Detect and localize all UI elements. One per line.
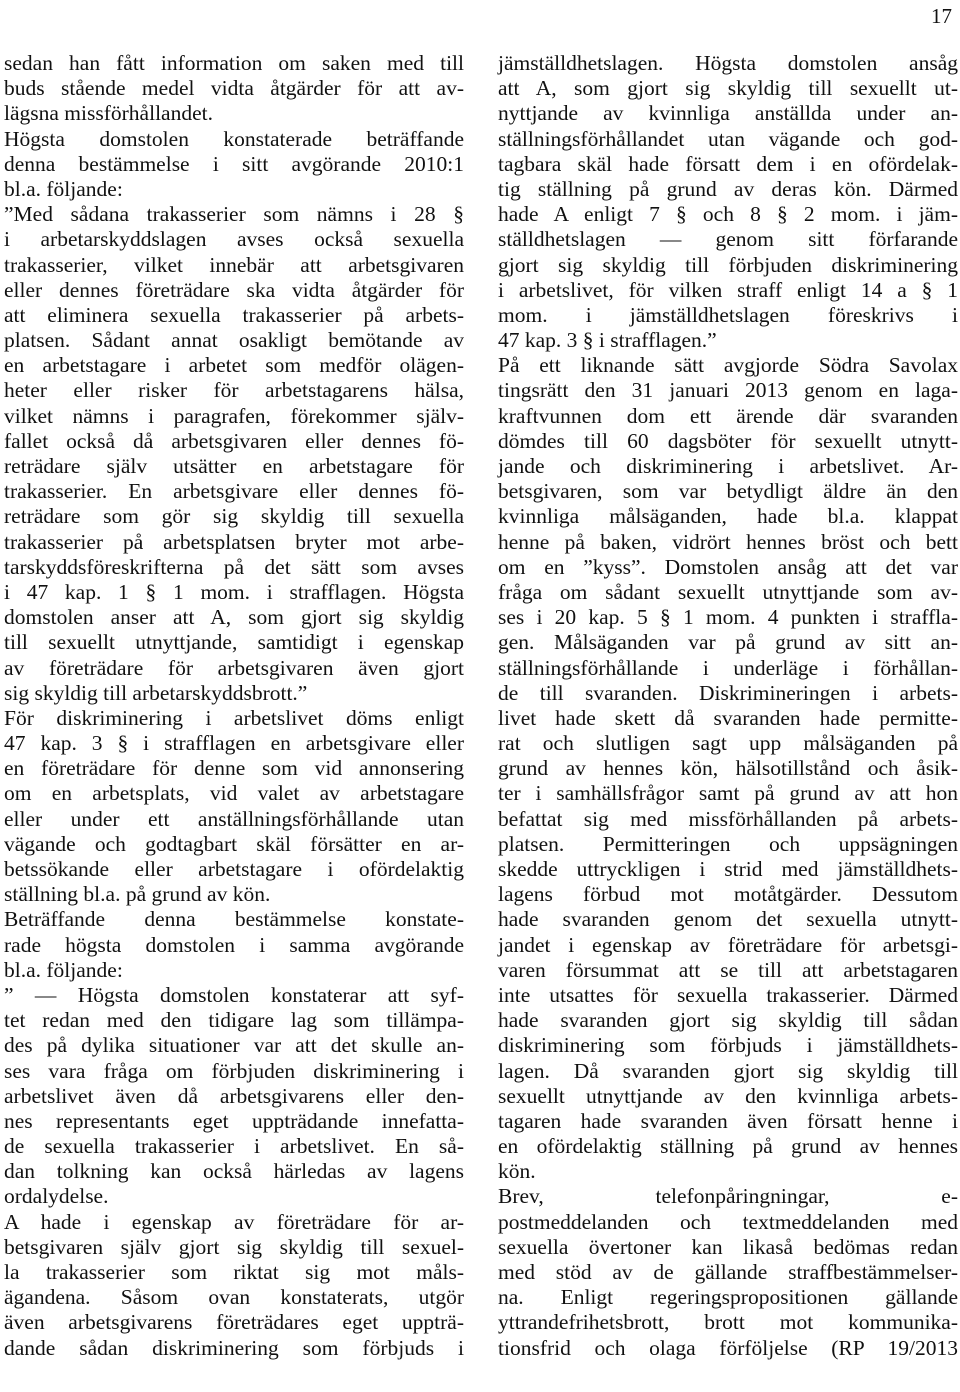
- text-line: ställningsförhållandet utan vägande och god-: [498, 126, 958, 151]
- text-line: 47 kap. 3 § i strafflagen en arbetsgivare eller: [4, 731, 464, 756]
- text-line: ses vara fråga om förbjuden diskriminering i: [4, 1058, 464, 1083]
- text-line: ordalydelse.: [4, 1184, 109, 1209]
- text-line: ställning bl.a. på grund av kön.: [4, 882, 271, 907]
- text-line: heter eller risker för arbetstagarens hälsa,: [4, 378, 464, 403]
- text-line: även arbetsgivarens företrädares eget uppträ-: [4, 1310, 464, 1335]
- text-line: reträdare som gör sig skyldig till sexuella: [4, 504, 464, 529]
- text-line: jämställdhetslagen. Högsta domstolen ansåg: [498, 51, 958, 75]
- text-line: nyttjande av kvinnliga anställda under an-: [498, 101, 958, 126]
- text-line: tarskyddsföreskrifterna på det sätt som avses: [4, 554, 464, 579]
- text-line: hade svaranden genom det sexuella utnytt-: [498, 907, 958, 932]
- text-line: en ofördelaktig ställning på grund av hennes: [498, 1134, 958, 1159]
- text-line: i arbetarskyddslagen avses också sexuella: [4, 227, 464, 252]
- text-line: des på dylika situationer var att det skulle an-: [4, 1033, 464, 1058]
- text-line: de till svaranden. Diskrimineringen i arbets-: [498, 680, 958, 705]
- text-line: fallet också då arbetsgivaren eller dennes fö-: [4, 428, 464, 453]
- text-line: trakasserier. En arbetsgivare eller dennes fö-: [4, 479, 464, 504]
- text-line: tionsfrid och olaga förföljelse (RP 19/2013: [498, 1335, 958, 1360]
- text-line: varen försummat att se till att arbetstagaren: [498, 957, 958, 982]
- text-line: diskriminering som förbjuds i jämställdhets-: [498, 1033, 958, 1058]
- text-line: lagens förbud mot motåtgärder. Dessutom: [498, 882, 958, 907]
- text-line: hade A enligt 7 § och 8 § 2 mom. i jäm-: [498, 202, 958, 227]
- text-line: domstolen anser att A, som gjort sig skyldig: [4, 605, 464, 630]
- text-line: ”Med sådana trakasserier som nämns i 28 §: [4, 202, 464, 227]
- text-line: gen. Målsäganden var på grund av sitt an-: [498, 630, 958, 655]
- text-line: buds stående medel vidta åtgärder för att av-: [4, 76, 464, 101]
- text-line: lagen. Då svaranden gjort sig skyldig till: [498, 1058, 958, 1083]
- text-line: platsen. Permitteringen och uppsägningen: [498, 831, 958, 856]
- text-line: eller dennes företrädare ska vidta åtgärder för: [4, 277, 464, 302]
- text-line: dande sådan diskriminering som förbjuds i: [4, 1335, 464, 1360]
- text-line: sedan han fått information om saken med till: [4, 51, 464, 75]
- text-line: betssökande eller arbetstagare i ofördelaktig: [4, 857, 464, 881]
- text-line: om en ”kyss”. Domstolen ansåg att det var: [498, 554, 958, 579]
- text-line: För diskriminering i arbetslivet döms enligt: [4, 705, 464, 730]
- text-line: tig ställning på grund av deras kön. Därmed: [498, 176, 958, 201]
- text-line: betsgivaren, som var betydligt äldre än den: [498, 479, 958, 504]
- page-number: 17: [931, 4, 952, 28]
- text-line: dömdes till 60 dagsböter för sexuellt utnytt-: [498, 428, 958, 453]
- text-line: sig skyldig till arbetarskyddsbrott.”: [4, 680, 308, 705]
- text-line: la trakasserier som riktat sig mot måls-: [4, 1260, 464, 1284]
- text-line: ter i samhällsfrågor samt på grund av att hon: [498, 781, 958, 806]
- text-line: denna bestämmelse i sitt avgörande 2010:1: [4, 151, 464, 176]
- text-line: om en arbetsplats, vid valet av arbetstagare: [4, 781, 464, 806]
- text-line: nes representants eget uppträdande innefatta-: [4, 1108, 464, 1133]
- text-line: kvinnliga målsäganden, hade bl.a. klappat: [498, 504, 958, 529]
- right-column: [498, 51, 958, 1361]
- text-line: kraftvunnen dom ett ärende där svaranden: [498, 403, 958, 428]
- text-line: en företrädare för denne som vid annonsering: [4, 756, 464, 781]
- text-line: jande och diskriminering i arbetslivet. Ar-: [498, 454, 958, 478]
- text-line: henne på baken, vidrört hennes bröst och bett: [498, 529, 958, 554]
- text-line: trakasserier, vilket innebär att arbetsgivaren: [4, 252, 464, 277]
- text-line: 47 kap. 3 § i strafflagen.”: [498, 328, 717, 353]
- text-line: i 47 kap. 1 § 1 mom. i strafflagen. Högsta: [4, 579, 464, 604]
- text-line: eller under ett anställningsförhållande utan: [4, 806, 464, 831]
- left-column: [4, 51, 464, 1361]
- text-line: hade svaranden gjort sig skyldig till sådan: [498, 1008, 958, 1033]
- text-line: tet redan med den tidigare lag som tillämpa-: [4, 1008, 464, 1033]
- text-line: befattat sig med missförhållanden på arbets-: [498, 806, 958, 831]
- text-line: ses i 20 kap. 5 § 1 mom. 4 punkten i straffla-: [498, 605, 958, 630]
- text-line: rat och slutligen sagt upp målsäganden på: [498, 731, 958, 756]
- text-line: Brev, telefonpåringningar, e-: [498, 1184, 958, 1209]
- text-line: i arbetslivet, för vilken straff enligt 14 a § 1: [498, 277, 958, 302]
- text-line: livet hade skett då svaranden hade permitte-: [498, 705, 958, 730]
- text-line: postmeddelanden och textmeddelanden med: [498, 1209, 958, 1234]
- text-line: sexuellt utnyttjande av den kvinnliga arbets-: [498, 1083, 958, 1108]
- text-line: lägsna missförhållandet.: [4, 101, 213, 126]
- text-line: tingsrätt den 31 januari 2013 genom en laga-: [498, 378, 958, 403]
- text-line: gjort sig skyldig till förbjuden diskriminering: [498, 252, 958, 277]
- text-line: jandet i egenskap av företrädare för arbetsgi-: [498, 932, 958, 957]
- text-line: sexuella övertoner kan likaså bedömas redan: [498, 1234, 958, 1259]
- text-line: ” — Högsta domstolen konstaterar att syf-: [4, 982, 464, 1007]
- text-line: reträdare själv utsätter en arbetstagare för: [4, 454, 464, 478]
- text-line: tagbara skäl hade försatt dem i en ofördelak-: [498, 151, 958, 176]
- text-line: till sexuellt utnyttjande, samtidigt i egenskap: [4, 630, 464, 655]
- text-line: trakasserier på arbetsplatsen bryter mot arbe-: [4, 529, 464, 554]
- text-line: platsen. Sådant annat osakligt bemötande av: [4, 328, 464, 353]
- text-line: yttrandefrihetsbrott, brott mot kommunika-: [498, 1310, 958, 1335]
- text-line: bl.a. följande:: [4, 176, 123, 201]
- text-line: en arbetstagare i arbetet som medför olägen-: [4, 353, 464, 378]
- text-line: ställningsförhållande i underläge i förhållan-: [498, 655, 958, 680]
- text-line: vilket nämns i paragrafen, förekommer själv-: [4, 403, 464, 428]
- text-line: ägandena. Såsom ovan konstaterats, utgör: [4, 1285, 464, 1310]
- text-line: de sexuella trakasserier i arbetslivet. En så-: [4, 1134, 464, 1159]
- text-line: inte utsattes för sexuella trakasserier. Därmed: [498, 982, 958, 1007]
- text-line: kön.: [498, 1159, 536, 1184]
- text-line: Högsta domstolen konstaterade beträffande: [4, 126, 464, 151]
- text-line: Beträffande denna bestämmelse konstate-: [4, 907, 464, 932]
- text-line: dan tolkning kan också härledas av lagens: [4, 1159, 464, 1184]
- text-line: med stöd av de gällande straffbestämmelser-: [498, 1260, 958, 1284]
- text-line: av företrädare för arbetsgivaren även gjort: [4, 655, 464, 680]
- text-line: mom. i jämställdhetslagen föreskrivs i: [498, 302, 958, 327]
- text-line: skedde uttryckligen i strid med jämställdhets-: [498, 857, 958, 881]
- text-line: ställdhetslagen — genom sitt förfarande: [498, 227, 958, 252]
- text-line: tagaren hade svaranden även försatt henne i: [498, 1108, 958, 1133]
- text-line: vägande och godtagbart skäl försätter en ar-: [4, 831, 464, 856]
- text-line: A hade i egenskap av företrädare för ar-: [4, 1209, 464, 1234]
- text-line: betsgivaren själv gjort sig skyldig till sexuel-: [4, 1234, 464, 1259]
- text-line: att A, som gjort sig skyldig till sexuellt ut-: [498, 76, 958, 101]
- text-line: På ett liknande sätt avgjorde Södra Savolax: [498, 353, 958, 378]
- text-line: rade högsta domstolen i samma avgörande: [4, 932, 464, 957]
- text-line: grund av hennes kön, hälsotillstånd och åsik-: [498, 756, 958, 781]
- text-line: na. Enligt regeringspropositionen gällande: [498, 1285, 958, 1310]
- text-line: bl.a. följande:: [4, 957, 123, 982]
- text-line: fråga om sådant sexuellt utnyttjande som av-: [498, 579, 958, 604]
- text-line: att eliminera sexuella trakasserier på arbets-: [4, 302, 464, 327]
- text-line: arbetslivet även då arbetsgivarens eller den-: [4, 1083, 464, 1108]
